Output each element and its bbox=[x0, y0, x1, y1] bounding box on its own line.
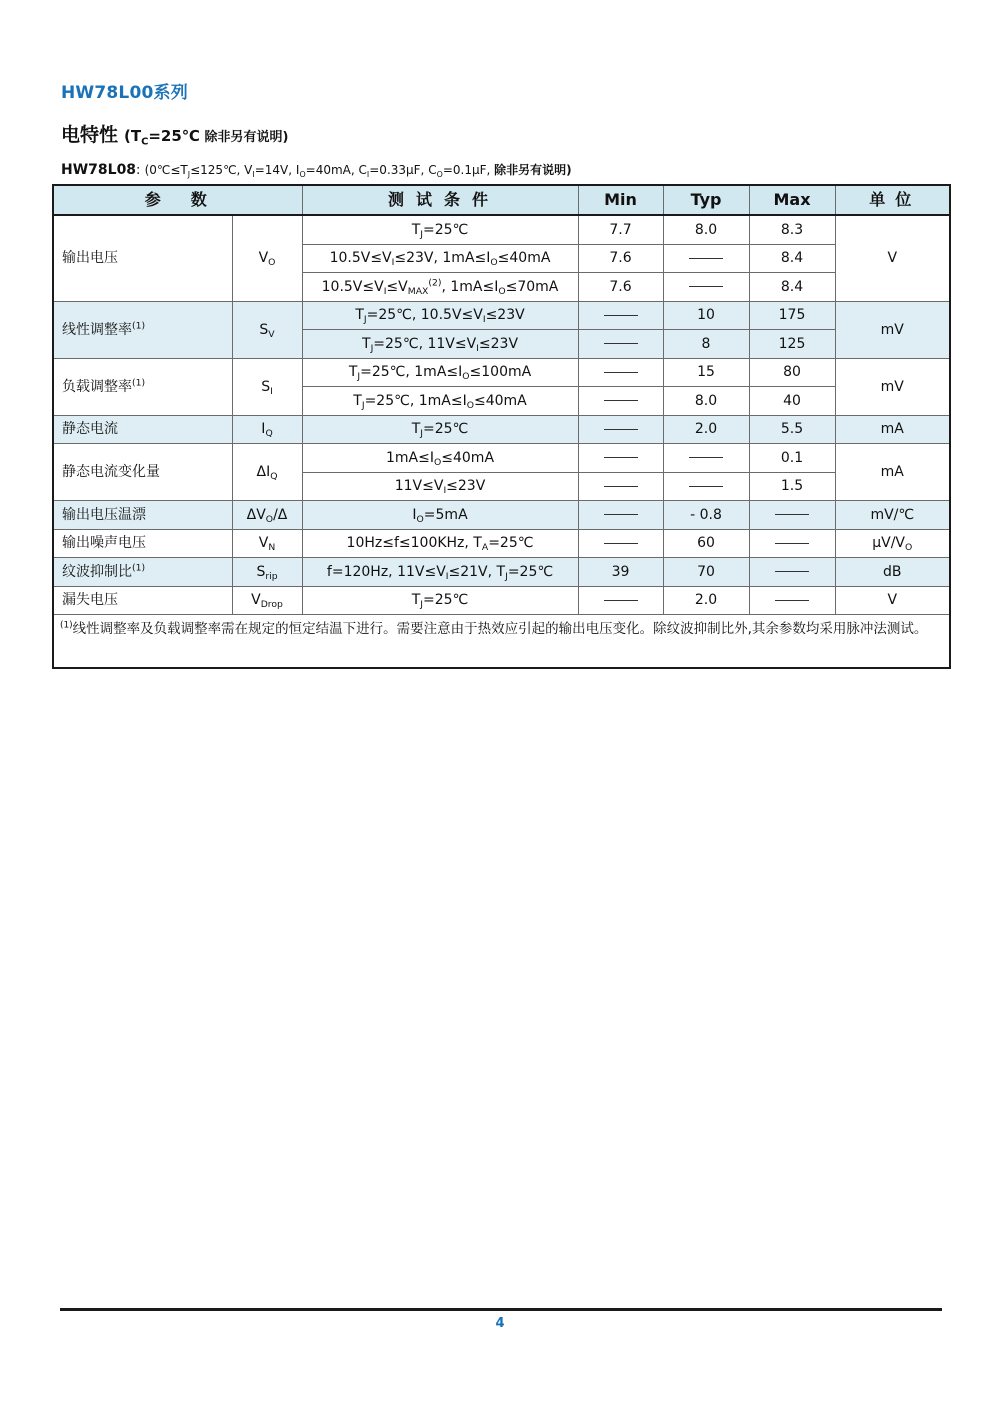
test-condition: $T_J=25℃$ bbox=[302, 215, 578, 244]
max-value: 8.4 bbox=[749, 273, 835, 302]
min-dash bbox=[578, 330, 663, 359]
typ-value: 10 bbox=[663, 301, 749, 330]
table-row bbox=[53, 301, 950, 330]
unit-value: mA bbox=[835, 415, 950, 444]
param-symbol: $I_Q$ bbox=[232, 415, 302, 444]
min-dash bbox=[578, 358, 663, 387]
min-dash bbox=[578, 529, 663, 558]
min-value: 39 bbox=[578, 558, 663, 587]
test-condition: f=120Hz, $11V\le V_I\le 21V$, $T_J=25℃$ bbox=[302, 558, 578, 587]
table-row bbox=[53, 558, 950, 587]
test-condition: $1mA\le I_O\le 40mA$ bbox=[302, 444, 578, 473]
table-header-row bbox=[53, 185, 950, 215]
min-dash bbox=[578, 472, 663, 501]
max-value: 175 bbox=[749, 301, 835, 330]
unit-value: V bbox=[835, 215, 950, 301]
param-symbol: $\Delta I_Q$ bbox=[232, 444, 302, 501]
unit-value: mV bbox=[835, 358, 950, 415]
typ-value: 8 bbox=[663, 330, 749, 359]
table-row bbox=[53, 529, 950, 558]
section-condition: ($T_C=25℃$ 除非另有说明) bbox=[124, 127, 289, 148]
table-row bbox=[53, 215, 950, 244]
test-condition: $T_J=25℃$, $10.5V\le V_I\le 23V$ bbox=[302, 301, 578, 330]
param-name: 输出电压温漂 bbox=[53, 501, 232, 530]
header-unit: 单位 bbox=[835, 185, 950, 215]
min-dash bbox=[578, 501, 663, 530]
min-dash bbox=[578, 387, 663, 416]
min-value: 7.6 bbox=[578, 273, 663, 302]
min-value: 7.6 bbox=[578, 244, 663, 273]
table-row bbox=[53, 415, 950, 444]
test-condition: $T_J=25℃$, $1mA\le I_O\le 100mA$ bbox=[302, 358, 578, 387]
test-condition: $T_J=25℃$ bbox=[302, 586, 578, 615]
param-symbol: $S_{rip}$ bbox=[232, 558, 302, 587]
param-name: 负载调整率$^{(1)}$ bbox=[53, 358, 232, 415]
test-condition: $T_J=25℃$, $1mA\le I_O\le 40mA$ bbox=[302, 387, 578, 416]
param-name: 输出电压 bbox=[53, 215, 232, 301]
max-value: 125 bbox=[749, 330, 835, 359]
param-name: 线性调整率$^{(1)}$ bbox=[53, 301, 232, 358]
page-number: 4 bbox=[495, 1316, 505, 1331]
unit-value: $\mu V/V_O$ bbox=[835, 529, 950, 558]
typ-value: 8.0 bbox=[663, 215, 749, 244]
typ-dash bbox=[663, 273, 749, 302]
typ-value: 15 bbox=[663, 358, 749, 387]
test-condition: $11V\le V_I\le 23V$ bbox=[302, 472, 578, 501]
series-title: HW78L00系列 bbox=[61, 83, 188, 103]
typ-value: 70 bbox=[663, 558, 749, 587]
table-row bbox=[53, 358, 950, 387]
param-symbol: $\Delta V_O/\Delta$ bbox=[232, 501, 302, 530]
test-condition: $10.5V\le V_I\le 23V$, $1mA\le I_O\le 40mA$ bbox=[302, 244, 578, 273]
unit-value: V bbox=[835, 586, 950, 615]
table-footnote: $^{(1)}$线性调整率及负载调整率需在规定的恒定结温下进行。需要注意由于热效应引起的输出电压变化。除纹波抑制比外,其余参数均采用脉冲法测试。 bbox=[53, 615, 950, 669]
typ-value: - 0.8 bbox=[663, 501, 749, 530]
max-value: 80 bbox=[749, 358, 835, 387]
param-name: 静态电流 bbox=[53, 415, 232, 444]
table-row bbox=[53, 501, 950, 530]
param-name: 漏失电压 bbox=[53, 586, 232, 615]
footer-divider bbox=[60, 1308, 942, 1311]
header-max: Max bbox=[749, 185, 835, 215]
unit-value: mV bbox=[835, 301, 950, 358]
test-condition: $T_J=25℃$, $11V\le V_I\le 23V$ bbox=[302, 330, 578, 359]
max-dash bbox=[749, 501, 835, 530]
typ-value: 2.0 bbox=[663, 415, 749, 444]
section-title-text: 电特性 bbox=[61, 124, 119, 146]
test-condition: 10Hz≤f≤100KHz, $T_A=25℃$ bbox=[302, 529, 578, 558]
part-number: HW78L08 bbox=[61, 162, 137, 178]
max-value: 40 bbox=[749, 387, 835, 416]
typ-dash bbox=[663, 244, 749, 273]
table-row bbox=[53, 444, 950, 473]
min-dash bbox=[578, 415, 663, 444]
header-conditions: 测试条件 bbox=[302, 185, 578, 215]
unit-value: dB bbox=[835, 558, 950, 587]
part-test-conditions: ($0℃\le T_J\le 125℃$, $V_I=14V$, $I_O=40mA$, $C_I=0.33\mu F$, $C_O=0.1\mu F$, 除非另有说明) bbox=[144, 163, 572, 179]
param-name: 静态电流变化量 bbox=[53, 444, 232, 501]
typ-value: 8.0 bbox=[663, 387, 749, 416]
table-row bbox=[53, 586, 950, 615]
electrical-characteristics-table bbox=[52, 184, 951, 669]
param-name: 输出噪声电压 bbox=[53, 529, 232, 558]
header-typ: Typ bbox=[663, 185, 749, 215]
param-symbol: $V_O$ bbox=[232, 215, 302, 301]
max-value: 8.3 bbox=[749, 215, 835, 244]
param-symbol: $S_V$ bbox=[232, 301, 302, 358]
test-condition: $10.5V\le V_I\le V_{MAX}^{(2)}$, $1mA\le I_O\le 70mA$ bbox=[302, 273, 578, 302]
unit-value: mA bbox=[835, 444, 950, 501]
min-dash bbox=[578, 586, 663, 615]
unit-value: mV/℃ bbox=[835, 501, 950, 530]
typ-dash bbox=[663, 472, 749, 501]
min-value: 7.7 bbox=[578, 215, 663, 244]
max-dash bbox=[749, 529, 835, 558]
footnote-row bbox=[53, 615, 950, 669]
max-value: 1.5 bbox=[749, 472, 835, 501]
max-value: 0.1 bbox=[749, 444, 835, 473]
param-name: 纹波抑制比$^{(1)}$ bbox=[53, 558, 232, 587]
typ-value: 60 bbox=[663, 529, 749, 558]
typ-value: 2.0 bbox=[663, 586, 749, 615]
param-symbol: $V_N$ bbox=[232, 529, 302, 558]
max-value: 5.5 bbox=[749, 415, 835, 444]
max-dash bbox=[749, 586, 835, 615]
max-dash bbox=[749, 558, 835, 587]
param-symbol: $V_{Drop}$ bbox=[232, 586, 302, 615]
test-condition: $T_J=25℃$ bbox=[302, 415, 578, 444]
part-condition-line: HW78L08: ($0℃\le T_J\le 125℃$, $V_I=14V$, $I_O=40mA$, $C_I=0.33\mu F$, $C_O=0.1\mu F$, 除非另有说明) bbox=[61, 162, 572, 179]
header-min: Min bbox=[578, 185, 663, 215]
typ-dash bbox=[663, 444, 749, 473]
max-value: 8.4 bbox=[749, 244, 835, 273]
test-condition: $I_O=5mA$ bbox=[302, 501, 578, 530]
section-title bbox=[61, 120, 288, 147]
min-dash bbox=[578, 301, 663, 330]
header-param: 参数 bbox=[53, 185, 302, 215]
min-dash bbox=[578, 444, 663, 473]
param-symbol: $S_I$ bbox=[232, 358, 302, 415]
